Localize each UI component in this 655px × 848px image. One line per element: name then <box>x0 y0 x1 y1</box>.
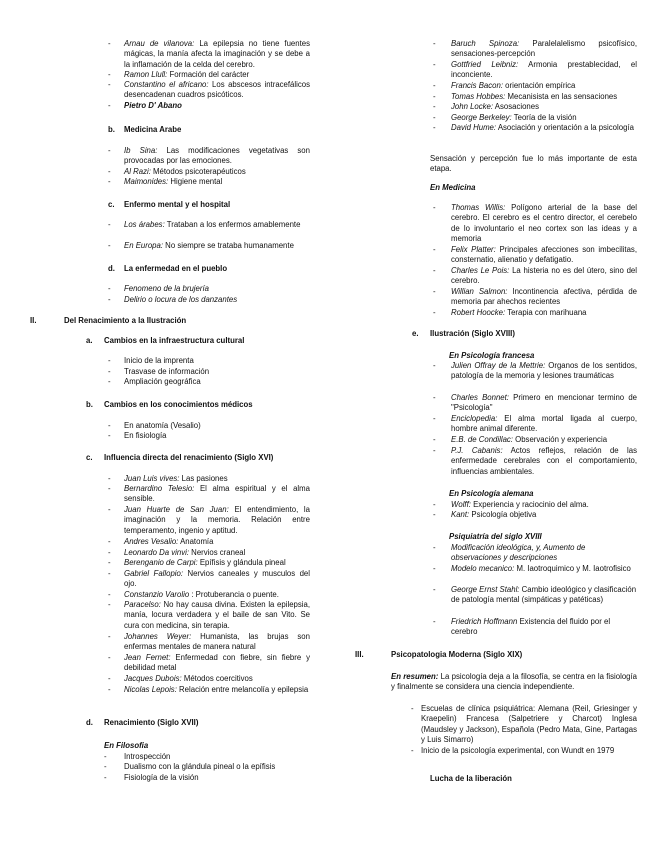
list-dash: - <box>108 674 111 683</box>
list-item: Fenomeno de la brujería <box>124 284 209 293</box>
list-dash: - <box>108 167 111 176</box>
list-item: Willian Salmon: Incontinencia afectiva, pérdida de memoria par ahechos recientes <box>451 287 637 307</box>
list-dash: - <box>104 773 107 782</box>
list-dash: - <box>104 752 107 761</box>
section-heading: Renacimiento (Siglo XVII) <box>104 718 199 727</box>
list-item: Charles Bonnet: Primero en mencionar termino de "Psicología" <box>451 393 637 413</box>
list-item: Escuelas de clínica psiquiátrica: Alemana (Reil, Griesinger y Kraepelin) Francesa (Salpetriere y Charcot) Inglesa (Maudsley y Jackson), Española (Pedro Mata, Gine, Partagas y Luis Simarro) <box>421 704 637 745</box>
list-item: Constantino el africano: Los abscesos intracefálicos desencadenan cuadros psicóticos. <box>124 80 310 100</box>
list-item: Thomas Willis: Polígono arterial de la base del cerebro. El cerebro es el centro director, el cerebelo de lo involuntario el neo cortex son las ideas y a memoria <box>451 203 637 244</box>
list-item: Andres Vesalio: Anatomía <box>124 537 214 546</box>
list-dash: - <box>108 101 111 110</box>
section-number: II. <box>30 316 37 325</box>
list-item: Jean Fernet: Enfermedad con fiebre, sin fiebre y debilidad metal <box>124 653 310 673</box>
list-item: P.J. Cabanis: Actos reflejos, relación de las enfermedade cerebrales con el comportamiento, influencias ambientales. <box>451 446 637 476</box>
list-dash: - <box>433 203 436 212</box>
section-letter: d. <box>108 264 115 273</box>
list-item: George Berkeley: Teoría de la visión <box>451 113 577 122</box>
list-dash: - <box>433 510 436 519</box>
list-dash: - <box>433 308 436 317</box>
list-item: Dualismo con la glándula pineal o la epífisis <box>124 762 276 771</box>
list-dash: - <box>108 431 111 440</box>
list-dash: - <box>433 39 436 48</box>
list-item: En fisiología <box>124 431 167 440</box>
list-dash: - <box>108 356 111 365</box>
list-dash: - <box>433 564 436 573</box>
list-item: Berenganio de Carpi: Epífisis y glándula pineal <box>124 558 286 567</box>
list-dash: - <box>433 102 436 111</box>
list-item: Francis Bacon: orientación empírica <box>451 81 576 90</box>
list-item: George Ernst Stahl: Cambio ideológico y clasificación de patología mental (simpáticas y patéticas) <box>451 585 637 605</box>
list-item: Introspección <box>124 752 171 761</box>
section-letter: c. <box>86 453 93 462</box>
list-dash: - <box>108 474 111 483</box>
section-letter: d. <box>86 718 93 727</box>
list-dash: - <box>108 284 111 293</box>
list-dash: - <box>433 60 436 69</box>
list-item: Fisiología de la visión <box>124 773 199 782</box>
list-item: Enciclopedia: El alma mortal ligada al cuerpo, hombre animal diferente. <box>451 414 637 434</box>
list-item: En anatomía (Vesalio) <box>124 421 201 430</box>
list-item: Julien Offray de la Mettrie: Organos de los sentidos, patología de la memoria y lesiones traumáticas <box>451 361 637 381</box>
list-dash: - <box>108 548 111 557</box>
list-item: Baruch Spinoza: Paralelalelismo psicofísico, sensaciones-percepción <box>451 39 637 59</box>
list-dash: - <box>433 81 436 90</box>
list-dash: - <box>108 505 111 514</box>
section-heading: Cambios en los conocimientos médicos <box>104 400 253 409</box>
list-item: Johannes Weyer: Humanista, las brujas son enfermas mentales de manera natural <box>124 632 310 652</box>
list-item: Juan Luis vives: Las pasiones <box>124 474 228 483</box>
list-item: John Locke: Asosaciones <box>451 102 539 111</box>
list-dash: - <box>108 177 111 186</box>
list-dash: - <box>108 421 111 430</box>
section-heading: Medicina Arabe <box>124 125 182 134</box>
subheading: En Medicina <box>430 183 476 192</box>
list-item: Tomas Hobbes: Mecanisista en las sensaciones <box>451 92 618 101</box>
list-dash: - <box>108 377 111 386</box>
section-heading: Enfermo mental y el hospital <box>124 200 231 209</box>
summary-paragraph: En resumen: La psicología deja a la filosofía, se centra en la fisiología y finalmente se considera una ciencia independiente. <box>391 672 637 692</box>
list-dash: - <box>108 653 111 662</box>
section-heading: La enfermedad en el pueblo <box>124 264 228 273</box>
list-dash: - <box>433 393 436 402</box>
list-dash: - <box>433 266 436 275</box>
section-heading: Cambios en la infraestructura cultural <box>104 336 245 345</box>
subheading: En Psicología alemana <box>449 489 534 498</box>
list-dash: - <box>433 123 436 132</box>
list-item: Gottfried Leibniz: Armonia prestablecidad, el inconciente. <box>451 60 637 80</box>
list-dash: - <box>108 241 111 250</box>
list-item: Ampliación geográfica <box>124 377 201 386</box>
list-item: Constanzio Varolio : Protuberancia o puente. <box>124 590 279 599</box>
list-dash: - <box>108 367 111 376</box>
list-dash: - <box>433 543 436 552</box>
list-item: David Hume: Asociación y orientación a la psicología <box>451 123 634 132</box>
section-heading: Del Renacimiento a la Ilustración <box>64 316 187 325</box>
list-item: Juan Huarte de San Juan: El entendimiento, la imaginación y la memoria. Relación entre temperamento, ingenio y aptitud. <box>124 505 311 535</box>
list-dash: - <box>433 245 436 254</box>
list-item: Arnau de vilanova: La epilepsia no tiene fuentes mágicas, la manía afecta la imaginación y se debe a la inflamación de la celda del cerebro. <box>124 39 310 69</box>
list-dash: - <box>108 590 111 599</box>
list-dash: - <box>433 287 436 296</box>
list-dash: - <box>108 685 111 694</box>
list-dash: - <box>108 600 111 609</box>
list-dash: - <box>108 569 111 578</box>
paragraph: Sensación y percepción fue lo más importante de esta etapa. <box>430 154 637 174</box>
list-item: Ib Sina: Las modificaciones vegetativas son provocadas por las emociones. <box>124 146 310 166</box>
subheading: En Filosofia <box>104 741 149 750</box>
section-letter: b. <box>86 400 93 409</box>
list-dash: - <box>433 617 436 626</box>
list-item: Friedrich Hoffmann Existencia del fluido por el cerebro <box>451 617 611 637</box>
list-item: Robert Hoocke: Terapia con marihuana <box>451 308 587 317</box>
section-letter: c. <box>108 200 115 209</box>
section-heading: Influencia directa del renacimiento (Siglo XVI) <box>104 453 274 462</box>
list-item: Bernardino Telesio: El alma espiritual y el alma sensible. <box>124 484 310 504</box>
list-item: Wolff: Experiencia y raciocinio del alma. <box>451 500 589 509</box>
list-dash: - <box>108 537 111 546</box>
section-heading: Psicopatologia Moderna (Siglo XIX) <box>391 650 523 659</box>
list-dash: - <box>411 746 414 755</box>
section-letter: a. <box>86 336 93 345</box>
list-item: Pietro D' Abano <box>124 101 182 110</box>
list-dash: - <box>108 220 111 229</box>
section-number: III. <box>355 650 364 659</box>
section-heading: Lucha de la liberación <box>430 774 512 783</box>
list-dash: - <box>108 632 111 641</box>
subheading: Psiquiatría del siglo XVIII <box>449 532 542 541</box>
list-dash: - <box>433 414 436 423</box>
list-item: Ramon Llull: Formación del carácter <box>124 70 250 79</box>
list-item: Los árabes: Trataban a los enfermos amablemente <box>124 220 301 229</box>
section-letter: b. <box>108 125 115 134</box>
list-item: E.B. de Condillac: Observación y experiencia <box>451 435 608 444</box>
section-heading: Ilustración (Siglo XVIII) <box>430 329 515 338</box>
list-item: Leonardo Da vinvi: Nervios craneal <box>124 548 246 557</box>
list-item: Paracelso: No hay causa divina. Existen la epilepsia, manía, locura verdadera y el baile de san Vito. Se cura con medicina, sin terapia. <box>124 600 310 630</box>
list-item: Jacques Dubois: Métodos coercitivos <box>124 674 253 683</box>
list-dash: - <box>108 295 111 304</box>
list-dash: - <box>433 435 436 444</box>
list-dash: - <box>108 484 111 493</box>
list-dash: - <box>433 500 436 509</box>
list-dash: - <box>433 446 436 455</box>
list-dash: - <box>104 762 107 771</box>
list-item: Inicio de la psicología experimental, con Wundt en 1979 <box>421 746 615 755</box>
subheading: En Psicología francesa <box>449 351 535 360</box>
list-item: Trasvase de información <box>124 367 210 376</box>
list-dash: - <box>411 704 414 713</box>
list-dash: - <box>108 558 111 567</box>
list-dash: - <box>433 113 436 122</box>
list-item: Inicio de la imprenta <box>124 356 194 365</box>
list-item: Maimonides: Higiene mental <box>124 177 223 186</box>
list-dash: - <box>108 146 111 155</box>
list-item: Felix Platter: Principales afecciones son imbecilitas, consternatio, alienatio y defatigatio. <box>451 245 637 265</box>
list-dash: - <box>108 80 111 89</box>
list-item: Al Razi: Métodos psicoterapéuticos <box>124 167 246 176</box>
list-dash: - <box>108 39 111 48</box>
list-item: Nicolas Lepois: Relación entre melancolía y epilepsia <box>124 685 309 694</box>
list-dash: - <box>108 70 111 79</box>
list-item: En Europa: No siempre se trataba humanamente <box>124 241 294 250</box>
list-dash: - <box>433 585 436 594</box>
list-item: Gabriel Fallopio: Nervios caneales y musculos del ojo. <box>124 569 310 589</box>
list-item: Modelo mecanico: M. Iaotroquimico y M. Iaotrofisico <box>451 564 631 573</box>
list-item: Kant: Psicología objetiva <box>451 510 537 519</box>
list-item: Charles Le Pois: La histeria no es del útero, sino del cerebro. <box>451 266 637 286</box>
list-item: Delirio o locura de los danzantes <box>124 295 238 304</box>
list-dash: - <box>433 361 436 370</box>
section-letter: e. <box>412 329 419 338</box>
list-dash: - <box>433 92 436 101</box>
list-item: Modificación ideológica, y, Aumento de observaciones y descripciones <box>451 543 586 563</box>
